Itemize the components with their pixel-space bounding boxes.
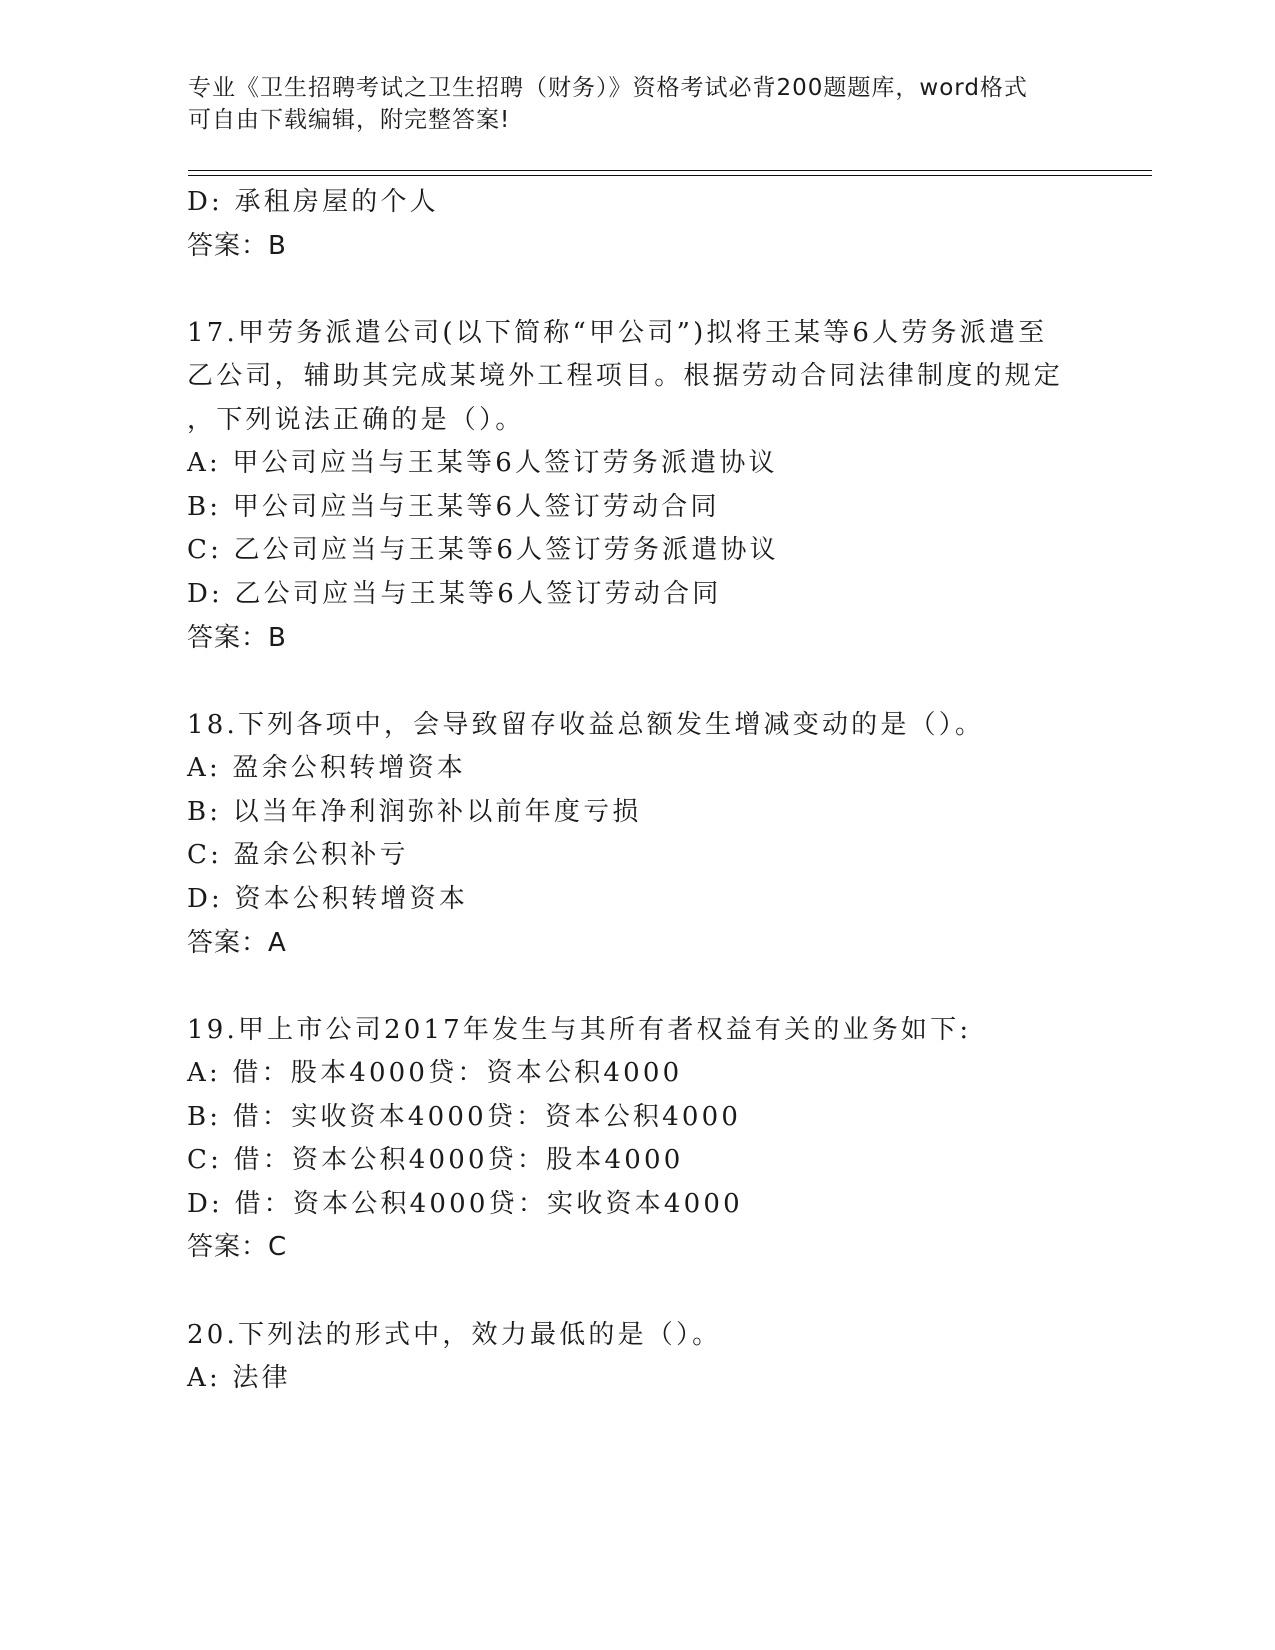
q18-option-c: C: 盈余公积补亏	[187, 840, 409, 870]
q18-option-b: B: 以当年净利润弥补以前年度亏损	[187, 797, 642, 827]
q17-stem-line-2: 乙公司，辅助其完成某境外工程项目。根据劳动合同法律制度的规定	[187, 361, 1064, 391]
q16-option-d: D: 承租房屋的个人	[187, 187, 439, 217]
q20-option-a: A: 法律	[187, 1363, 291, 1393]
q19-answer: 答案：C	[187, 1232, 288, 1262]
q18-answer: 答案：A	[187, 928, 287, 958]
document-header-line-2: 可自由下载编辑，附完整答案!	[188, 107, 511, 133]
q17-option-a: A: 甲公司应当与王某等6人签订劳务派遣协议	[187, 448, 778, 478]
q19-option-b: B: 借：实收资本4000贷：资本公积4000	[187, 1102, 742, 1132]
q19-option-c: C: 借：资本公积4000贷：股本4000	[187, 1145, 684, 1175]
header-divider-top	[188, 170, 1152, 171]
q17-option-b: B: 甲公司应当与王某等6人签订劳动合同	[187, 492, 720, 522]
q18-option-a: A: 盈余公积转增资本	[187, 753, 467, 783]
q18-option-d: D: 资本公积转增资本	[187, 884, 469, 914]
q17-option-c: C: 乙公司应当与王某等6人签订劳务派遣协议	[187, 535, 779, 565]
q17-answer: 答案：B	[187, 623, 287, 653]
document-header-line-1: 专业《卫生招聘考试之卫生招聘（财务）》资格考试必背200题题库，word格式	[188, 75, 1028, 101]
q20-stem-line-1: 20.下列法的形式中，效力最低的是（）。	[187, 1320, 722, 1350]
header-divider-bottom	[188, 175, 1152, 176]
q17-stem-line-3: ，下列说法正确的是（）。	[187, 405, 525, 435]
q17-option-d: D: 乙公司应当与王某等6人签订劳动合同	[187, 579, 722, 609]
q18-stem-line-1: 18.下列各项中，会导致留存收益总额发生增减变动的是（）。	[187, 710, 985, 740]
q16-answer: 答案：B	[187, 231, 287, 261]
q19-option-d: D: 借：资本公积4000贷：实收资本4000	[187, 1189, 743, 1219]
q19-option-a: A: 借：股本4000贷：资本公积4000	[187, 1058, 683, 1088]
q17-stem-line-1: 17.甲劳务派遣公司(以下简称“甲公司”)拟将王某等6人劳务派遣至	[187, 318, 1048, 348]
q19-stem-line-1: 19.甲上市公司2017年发生与其所有者权益有关的业务如下:	[187, 1015, 972, 1045]
